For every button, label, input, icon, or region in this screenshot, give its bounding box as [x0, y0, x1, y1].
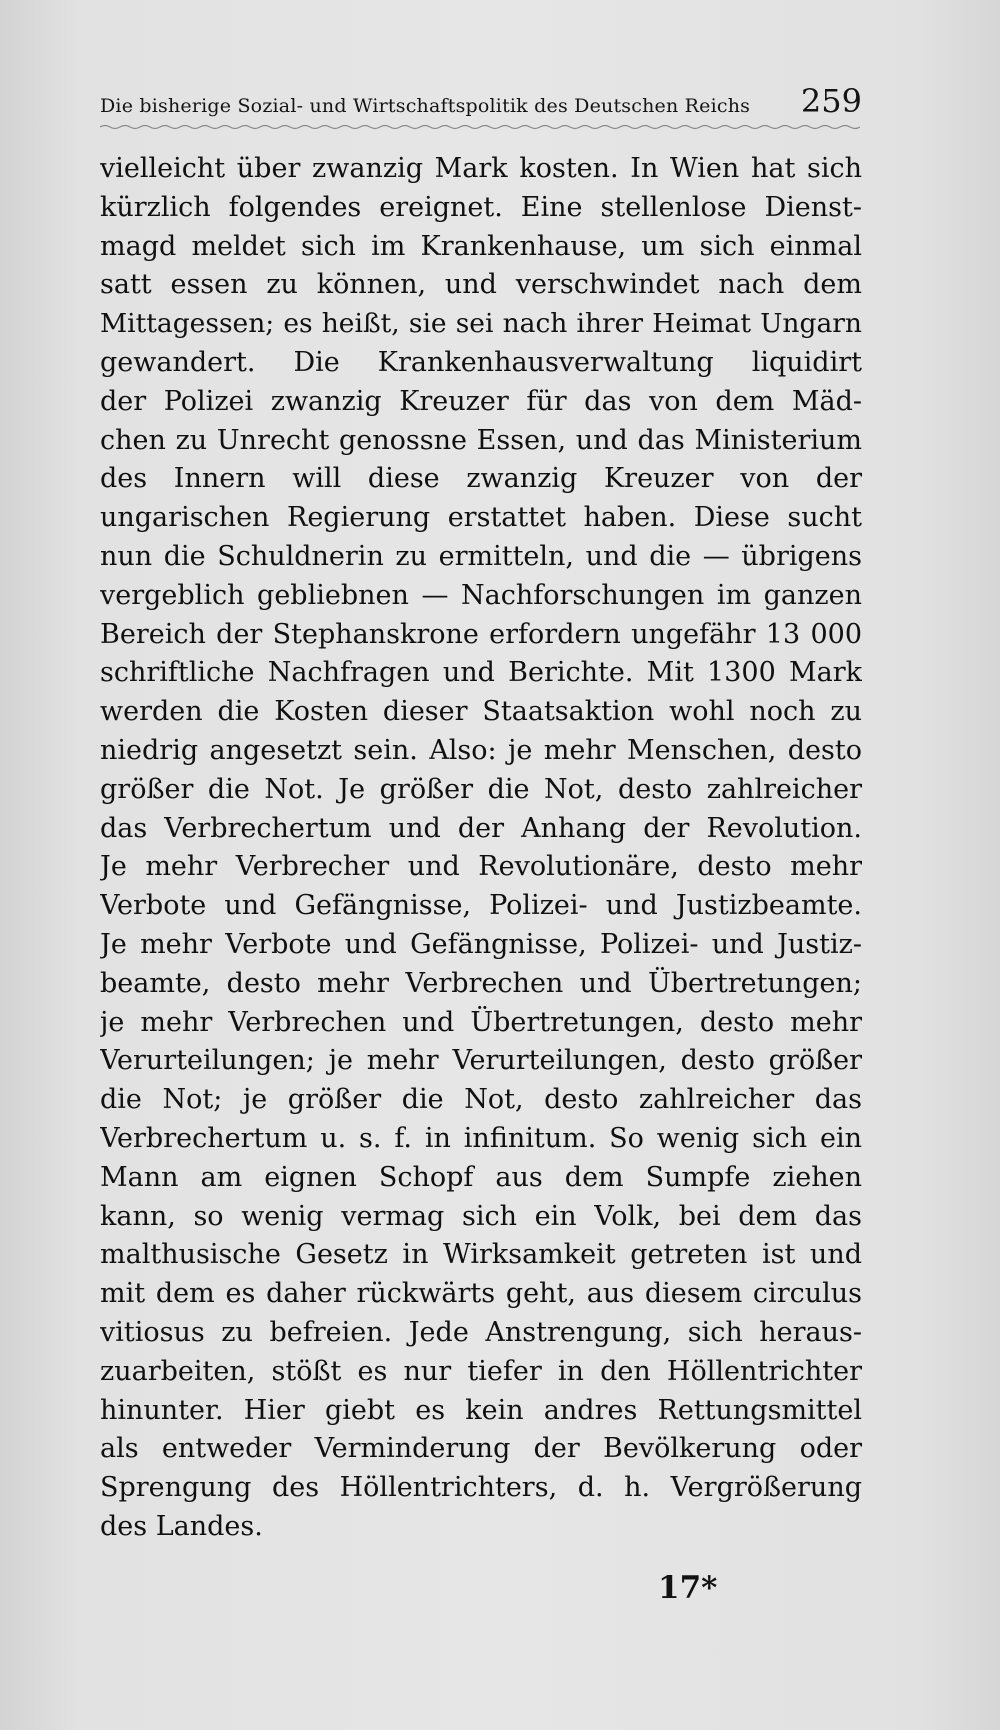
text-line: kann, so wenig vermag sich ein Volk, bei dem das	[100, 1200, 862, 1232]
text-line: je mehr Verbrechen und Übertretungen, desto mehr	[100, 1006, 862, 1038]
text-line: größer die Not. Je größer die Not, desto zahlreicher	[100, 773, 862, 805]
text-line: Je mehr Verbrecher und Revolutionäre, desto mehr	[100, 851, 862, 883]
body-text	[100, 150, 862, 1547]
text-line: schriftliche Nachfragen und Berichte. Mit 1300 Mark	[100, 657, 862, 689]
running-header	[100, 82, 862, 122]
text-line: Verbrechertum u. s. f. in infinitum. So wenig sich ein	[100, 1122, 862, 1154]
text-line: mit dem es daher rückwärts geht, aus diesem circulus	[100, 1278, 862, 1310]
text-line: gewandert. Die Krankenhausverwaltung liquidirt	[100, 346, 862, 378]
text-line: das Verbrechertum und der Anhang der Revolution.	[100, 812, 862, 844]
text-line: des Innern will diese zwanzig Kreuzer von der	[100, 463, 862, 495]
text-line: Sprengung des Höllentrichters, d. h. Vergrößerung	[100, 1472, 862, 1504]
running-title: Die bisherige Sozial- und Wirtschaftspolitik des Deutschen Reichs	[100, 95, 751, 117]
text-line: als entweder Verminderung der Bevölkerung oder	[100, 1433, 862, 1465]
text-line: magd meldet sich im Krankenhause, um sich einmal	[100, 230, 862, 262]
text-line: die Not; je größer die Not, desto zahlreicher das	[100, 1084, 862, 1116]
text-line: Verurteilungen; je mehr Verurteilungen, desto größer	[100, 1045, 862, 1077]
text-line: niedrig angesetzt sein. Also: je mehr Menschen, desto	[100, 734, 862, 766]
text-line: zuarbeiten, stößt es nur tiefer in den Höllentrichter	[100, 1355, 862, 1387]
text-line: malthusische Gesetz in Wirksamkeit getreten ist und	[100, 1239, 862, 1271]
text-line: chen zu Unrecht genossne Essen, und das Ministerium	[100, 424, 862, 456]
text-line: ungarischen Regierung erstattet haben. Diese sucht	[100, 502, 862, 534]
text-line: der Polizei zwanzig Kreuzer für das von dem Mäd-	[100, 385, 862, 417]
text-line: Je mehr Verbote und Gefängnisse, Polizei- und Justiz-	[100, 928, 862, 960]
text-line: nun die Schuldnerin zu ermitteln, und die — übrigens	[100, 540, 862, 572]
text-line: Mann am eignen Schopf aus dem Sumpfe ziehen	[100, 1161, 862, 1193]
page-number: 259	[800, 82, 862, 120]
text-line: des Landes.	[100, 1510, 263, 1542]
text-line: vitiosus zu befreien. Jede Anstrengung, sich heraus-	[100, 1316, 862, 1348]
text-line: Verbote und Gefängnisse, Polizei- und Justizbeamte.	[100, 890, 862, 922]
text-line: Bereich der Stephanskrone erfordern ungefähr 13 000	[100, 618, 862, 650]
text-line: hinunter. Hier giebt es kein andres Rettungsmittel	[100, 1394, 862, 1426]
text-line: vergeblich gebliebnen — Nachforschungen im ganzen	[100, 579, 862, 611]
header-rule	[100, 124, 860, 130]
signature-mark: 17*	[658, 1570, 718, 1606]
text-line: satt essen zu können, und verschwindet nach dem	[100, 269, 862, 301]
text-line: Mittagessen; es heißt, sie sei nach ihrer Heimat Ungarn	[100, 308, 862, 340]
text-line: vielleicht über zwanzig Mark kosten. In Wien hat sich	[100, 153, 862, 184]
text-line: kürzlich folgendes ereignet. Eine stellenlose Dienst-	[100, 191, 862, 223]
text-line: beamte, desto mehr Verbrechen und Übertretungen;	[100, 967, 862, 999]
text-line: werden die Kosten dieser Staatsaktion wohl noch zu	[100, 696, 862, 728]
